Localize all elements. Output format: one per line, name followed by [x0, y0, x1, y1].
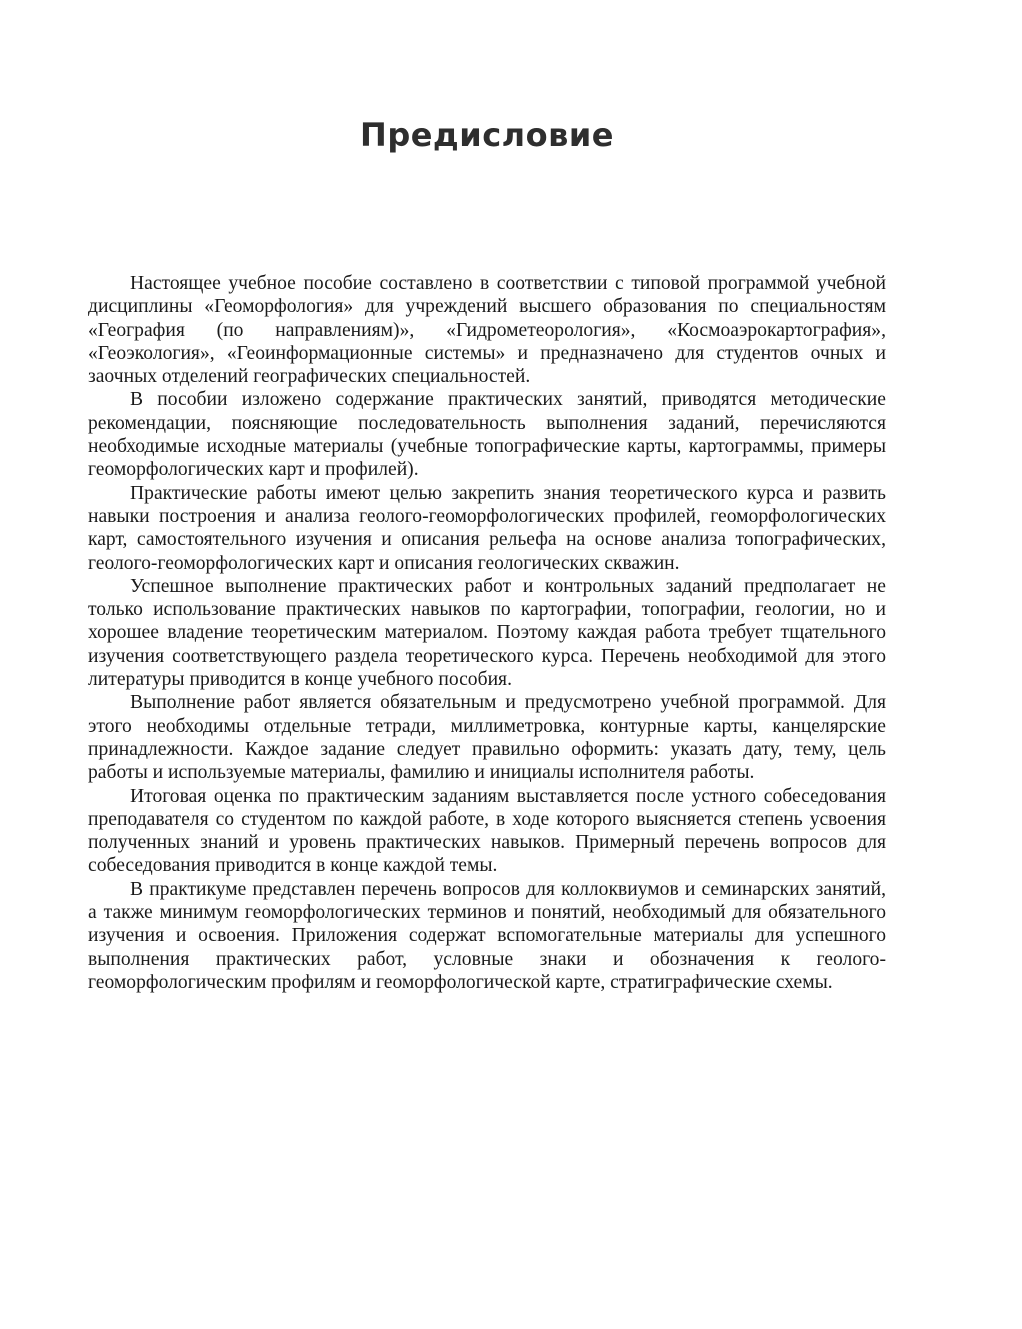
body-text [88, 272, 886, 994]
paragraph: Выполнение работ является обязательным и предусмотрено учебной программой. Для этого необходимы отдельные тетради, миллиметровка, контурные карты, канцелярские принадлежности. Каждое задание следует правильно оформить: указать дату, тему, цель работы и используемые материалы, фамилию и инициалы исполнителя работы. [88, 692, 886, 784]
paragraph: Итоговая оценка по практическим заданиям выставляется после устного собеседования преподавателя со студентом по каждой работе, в ходе которого выясняется степень усвоения полученных знаний и уровень практических навыков. Примерный перечень вопросов для собеседования приводится в конце каждой темы. [88, 785, 886, 877]
page-title: Предисловие [360, 116, 614, 154]
paragraph: Практические работы имеют целью закрепить знания теоретического курса и развить навыки построения и анализа геолого-геоморфологических профилей, геоморфологических карт, самостоятельного изучения и описания рельефа на основе анализа топографических, геолого-геоморфологических карт и описания геологических скважин. [88, 482, 886, 574]
paragraph: В пособии изложено содержание практических занятий, приводятся методические рекомендации, поясняющие последовательность выполнения заданий, перечисляются необходимые исходные материалы (учебные топографические карты, картограммы, примеры геоморфологических карт и профилей). [88, 389, 886, 481]
paragraph: Настоящее учебное пособие составлено в соответствии с типовой программой учебной дисциплины «Геоморфология» для учреждений высшего образования по специальностям «География (по направлениям)», «Гидрометеорология», «Космоаэрокартография», «Геоэкология», «Геоинформационные системы» и предназначено для студентов очных и заочных отделений географических специальностей. [88, 273, 886, 388]
paragraph: В практикуме представлен перечень вопросов для коллоквиумов и семинарских занятий, а также минимум геоморфологических терминов и понятий, необходимый для обязательного изучения и освоения. Приложения содержат вспомогательные материалы для успешного выполнения практических работ, условные знаки и обозначения к геолого-геоморфологическим профилям и геоморфологической карте, стратиграфические схемы. [88, 878, 886, 993]
paragraph: Успешное выполнение практических работ и контрольных заданий предполагает не только использование практических навыков по картографии, топографии, геологии, но и хорошее владение теоретическим материалом. Поэтому каждая работа требует тщательного изучения соответствующего раздела теоретического курса. Перечень необходимой для этого литературы приводится в конце учебного пособия. [88, 575, 886, 691]
